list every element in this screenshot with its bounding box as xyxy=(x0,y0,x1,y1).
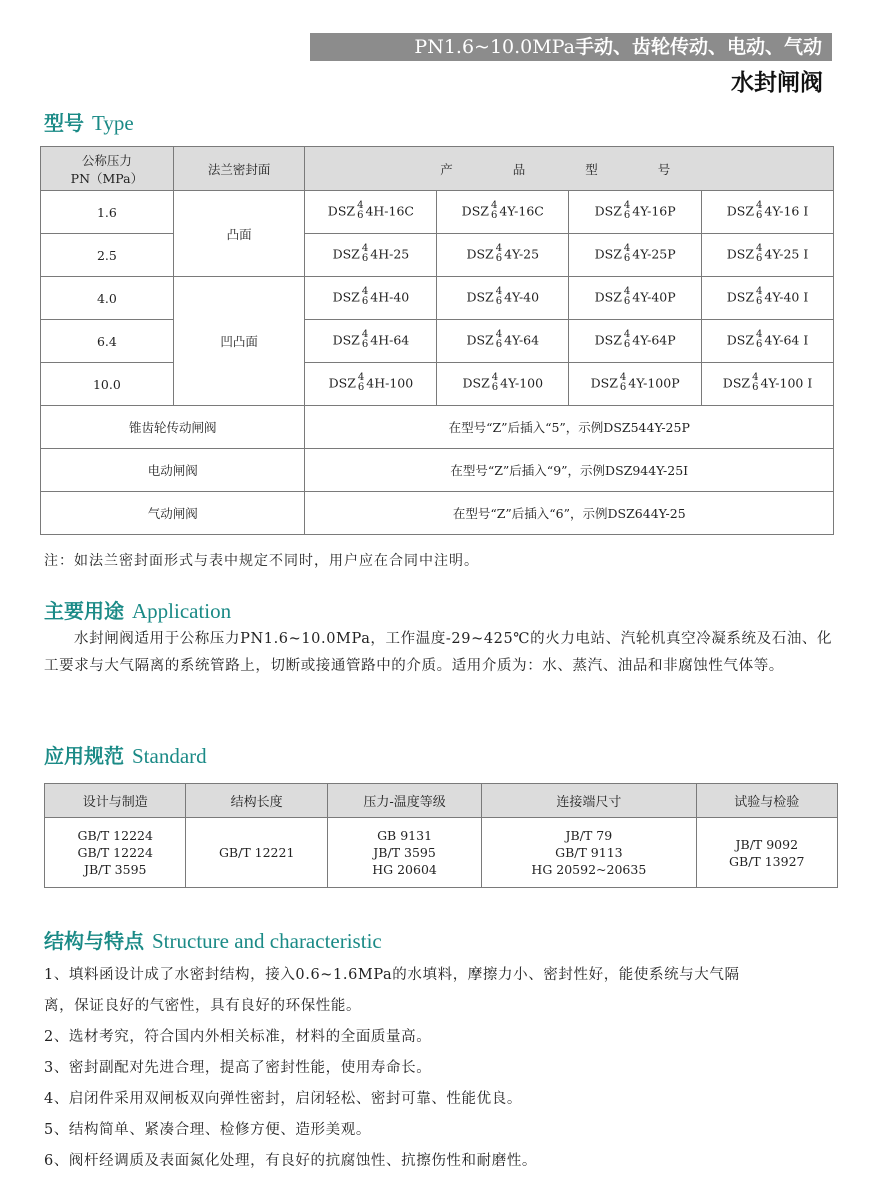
standard-header-cell: 结构长度 xyxy=(186,784,327,818)
standard-code: JB/T 79 xyxy=(565,828,613,843)
fraction-top: 4 xyxy=(623,286,631,297)
model-prefix: DSZ xyxy=(722,375,751,391)
model-cell xyxy=(702,320,834,363)
pn-cell: 4.0 xyxy=(41,277,174,320)
type-table xyxy=(40,146,834,535)
fraction-bottom: 6 xyxy=(495,253,503,264)
feature-line: 6、阀杆经调质及表面氮化处理，有良好的抗腐蚀性、抗擦伤性和耐磨性。 xyxy=(44,1153,538,1169)
model-suffix: 4H-100 xyxy=(366,375,414,391)
model-cell xyxy=(702,277,834,320)
type-title-zh: 型号 xyxy=(44,111,84,135)
model-suffix: 4H-40 xyxy=(370,289,410,305)
model-cell xyxy=(569,191,702,234)
fraction-top: 4 xyxy=(756,286,763,297)
model-cell xyxy=(437,320,569,363)
type-row xyxy=(41,363,834,406)
fraction-top: 4 xyxy=(490,200,498,211)
model-cell xyxy=(569,234,702,277)
model-suffix: 4H-64 xyxy=(370,332,410,348)
fraction-bottom: 6 xyxy=(623,210,631,221)
model-cell xyxy=(437,277,569,320)
fraction-top: 4 xyxy=(495,243,503,254)
drive-text: 在型号“Z”后插入“9”，示例DSZ944Y-25I xyxy=(305,449,834,492)
model-prefix: DSZ xyxy=(461,203,489,219)
standard-body-row xyxy=(45,818,838,888)
type-note: 注：如法兰密封面形式与表中规定不同时，用户应在合同中注明。 xyxy=(44,553,479,569)
model-suffix: 4Y-16P xyxy=(632,203,676,219)
model-cell xyxy=(702,234,834,277)
type-row xyxy=(41,191,834,234)
model-fraction xyxy=(620,373,626,393)
model-suffix: 4Y-25P xyxy=(632,246,676,262)
model-suffix: 4Y-16 I xyxy=(764,203,809,219)
standard-title-zh: 应用规范 xyxy=(44,744,124,768)
drive-row xyxy=(41,449,834,492)
fraction-bottom: 6 xyxy=(756,296,763,307)
model-cell xyxy=(702,363,834,406)
model-header: 产 品 型 号 xyxy=(305,147,834,191)
fraction-top: 4 xyxy=(357,372,365,383)
standard-code: GB/T 12221 xyxy=(218,845,295,860)
fraction-top: 4 xyxy=(491,372,499,383)
standard-header-cell: 试验与检验 xyxy=(696,784,837,818)
fraction-bottom: 6 xyxy=(623,253,631,264)
drive-row xyxy=(41,406,834,449)
model-cell xyxy=(305,191,437,234)
feature-line: 离，保证良好的气密性，具有良好的环保性能。 xyxy=(44,998,362,1014)
model-prefix: DSZ xyxy=(332,246,360,262)
feature-line: 4、启闭件采用双闸板双向弹性密封，启闭轻松、密封可靠、性能优良。 xyxy=(44,1091,522,1107)
fraction-top: 4 xyxy=(361,329,369,340)
model-prefix: DSZ xyxy=(594,332,622,348)
standard-code: JB/T 3595 xyxy=(373,845,436,860)
fraction-bottom: 6 xyxy=(361,253,369,264)
model-fraction xyxy=(357,201,363,221)
model-fraction xyxy=(752,373,758,393)
drive-label: 气动闸阀 xyxy=(41,492,305,535)
model-cell xyxy=(437,191,569,234)
model-fraction xyxy=(756,287,762,307)
model-suffix: 4Y-40 xyxy=(504,289,540,305)
flange-header: 法兰密封面 xyxy=(173,147,305,191)
drive-label: 锥齿轮传动闸阀 xyxy=(41,406,305,449)
pn-cell: 1.6 xyxy=(41,191,174,234)
model-prefix: DSZ xyxy=(590,375,618,391)
model-fraction xyxy=(496,244,502,264)
fraction-top: 4 xyxy=(361,286,369,297)
fraction-top: 4 xyxy=(495,329,503,340)
model-fraction xyxy=(756,244,762,264)
fraction-top: 4 xyxy=(623,200,631,211)
model-prefix: DSZ xyxy=(726,203,755,219)
fraction-bottom: 6 xyxy=(619,382,627,393)
model-fraction xyxy=(362,287,368,307)
model-suffix: 4Y-64P xyxy=(632,332,676,348)
feature-line: 2、选材考究，符合国内外相关标准，材料的全面质量高。 xyxy=(44,1029,432,1045)
model-suffix: 4Y-100P xyxy=(628,375,680,391)
fraction-bottom: 6 xyxy=(623,339,631,350)
model-suffix: 4Y-100 xyxy=(500,375,544,391)
model-cell xyxy=(569,320,702,363)
model-fraction xyxy=(496,330,502,350)
application-title-zh: 主要用途 xyxy=(44,599,124,623)
fraction-top: 4 xyxy=(752,372,759,383)
model-fraction xyxy=(491,201,497,221)
standard-code: GB/T 13927 xyxy=(729,853,805,869)
fraction-top: 4 xyxy=(361,243,369,254)
standard-code: JB/T 3595 xyxy=(83,862,147,877)
model-suffix: 4H-25 xyxy=(370,246,410,262)
model-fraction xyxy=(756,201,762,221)
pressure-header: 公称压力 PN（MPa） xyxy=(41,147,174,191)
fraction-bottom: 6 xyxy=(491,382,499,393)
feature-line: 3、密封副配对先进合理，提高了密封性能，使用寿命长。 xyxy=(44,1060,432,1076)
fraction-bottom: 6 xyxy=(756,210,763,221)
model-cell xyxy=(702,191,834,234)
drive-row xyxy=(41,492,834,535)
structure-title-en: Structure and characteristic xyxy=(152,929,382,953)
model-suffix: 4Y-100 I xyxy=(760,375,813,391)
model-prefix: DSZ xyxy=(327,203,356,219)
type-section-title xyxy=(44,110,134,138)
standard-title-en: Standard xyxy=(132,744,207,768)
standard-cell xyxy=(45,818,186,888)
model-suffix: 4Y-64 xyxy=(504,332,540,348)
fraction-top: 4 xyxy=(756,329,763,340)
model-cell xyxy=(305,320,437,363)
fraction-top: 4 xyxy=(623,329,631,340)
fraction-top: 4 xyxy=(756,200,763,211)
model-suffix: 4H-16C xyxy=(365,203,415,219)
application-section-title xyxy=(44,598,231,626)
model-prefix: DSZ xyxy=(594,246,622,262)
fraction-bottom: 6 xyxy=(495,339,503,350)
feature-line: 1、填料函设计成了水密封结构，接入0.6~1.6MPa的水填料，摩擦力小、密封性好，能使系统与大气隔 xyxy=(44,967,740,983)
standard-code: GB 9131 xyxy=(377,828,433,843)
model-suffix: 4Y-64 I xyxy=(764,332,809,348)
standard-header-cell: 设计与制造 xyxy=(45,784,186,818)
header-subtitle: 水封闸阀 xyxy=(731,70,823,96)
model-prefix: DSZ xyxy=(466,246,494,262)
structure-title-zh: 结构与特点 xyxy=(44,929,144,953)
standard-code: HG 20592~20635 xyxy=(531,862,647,877)
model-suffix: 4Y-40 I xyxy=(764,289,809,305)
fraction-bottom: 6 xyxy=(361,296,369,307)
model-fraction xyxy=(756,330,762,350)
model-prefix: DSZ xyxy=(466,289,494,305)
drive-text: 在型号“Z”后插入“6”，示例DSZ644Y-25 xyxy=(305,492,834,535)
pn-cell: 6.4 xyxy=(41,320,174,363)
standard-cell xyxy=(482,818,696,888)
header-title-prefix: PN1.6~10.0MPa xyxy=(414,36,575,58)
flange-cell: 凸面 xyxy=(173,191,305,277)
type-table-header-row xyxy=(41,147,834,191)
model-fraction xyxy=(624,287,630,307)
standard-code: GB/T 12224 xyxy=(77,828,153,843)
type-row xyxy=(41,277,834,320)
standard-table xyxy=(44,783,838,888)
standard-section-title xyxy=(44,743,207,771)
structure-section-title xyxy=(44,928,382,956)
model-fraction xyxy=(624,330,630,350)
fraction-top: 4 xyxy=(357,200,364,211)
model-cell xyxy=(437,363,569,406)
type-row xyxy=(41,234,834,277)
standard-cell xyxy=(696,818,837,888)
drive-text: 在型号“Z”后插入“5”，示例DSZ544Y-25P xyxy=(305,406,834,449)
model-cell xyxy=(305,277,437,320)
header-bar xyxy=(310,33,832,61)
model-prefix: DSZ xyxy=(726,289,755,305)
model-prefix: DSZ xyxy=(328,375,356,391)
fraction-bottom: 6 xyxy=(623,296,631,307)
model-prefix: DSZ xyxy=(594,203,622,219)
model-cell xyxy=(569,277,702,320)
model-fraction xyxy=(362,330,368,350)
model-fraction xyxy=(496,287,502,307)
model-fraction xyxy=(624,244,630,264)
fraction-bottom: 6 xyxy=(756,253,763,264)
fraction-top: 4 xyxy=(756,243,763,254)
model-prefix: DSZ xyxy=(594,289,622,305)
model-fraction xyxy=(492,373,498,393)
standard-cell xyxy=(327,818,481,888)
header-title-rest: 手动、齿轮传动、电动、气动 xyxy=(574,36,822,58)
model-cell xyxy=(569,363,702,406)
model-cell xyxy=(437,234,569,277)
model-prefix: DSZ xyxy=(332,289,360,305)
fraction-bottom: 6 xyxy=(756,339,763,350)
model-suffix: 4Y-25 xyxy=(504,246,540,262)
fraction-bottom: 6 xyxy=(495,296,503,307)
application-text: 水封闸阀适用于公称压力PN1.6~10.0MPa，工作温度-29~425℃的火力电站、汽轮机真空冷凝系统及石油、化工要求与大气隔离的系统管路上，切断或接通管路中的介质。适用介质为：水、蒸汽、油品和非腐蚀性气体等。 xyxy=(44,631,833,674)
feature-line: 5、结构简单、紧凑合理、检修方便、造形美观。 xyxy=(44,1122,371,1138)
model-fraction xyxy=(358,373,364,393)
model-prefix: DSZ xyxy=(462,375,490,391)
standard-header-row xyxy=(45,784,838,818)
model-cell xyxy=(305,234,437,277)
fraction-top: 4 xyxy=(619,372,627,383)
fraction-top: 4 xyxy=(623,243,631,254)
standard-code: GB/T 12224 xyxy=(77,845,153,860)
model-prefix: DSZ xyxy=(466,332,494,348)
standard-header-cell: 连接端尺寸 xyxy=(482,784,696,818)
standard-cell xyxy=(186,818,327,888)
fraction-top: 4 xyxy=(495,286,503,297)
type-row xyxy=(41,320,834,363)
type-title-en: Type xyxy=(92,111,134,135)
standard-code: GB/T 9113 xyxy=(555,845,623,860)
model-suffix: 4Y-40P xyxy=(632,289,676,305)
model-cell xyxy=(305,363,437,406)
model-prefix: DSZ xyxy=(726,246,755,262)
model-fraction xyxy=(362,244,368,264)
model-fraction xyxy=(624,201,630,221)
standard-header-cell: 压力-温度等级 xyxy=(327,784,481,818)
flange-cell: 凹凸面 xyxy=(173,277,305,406)
model-suffix: 4Y-25 I xyxy=(764,246,809,262)
model-prefix: DSZ xyxy=(332,332,360,348)
standard-code: HG 20604 xyxy=(372,862,437,877)
pn-cell: 10.0 xyxy=(41,363,174,406)
application-title-en: Application xyxy=(132,599,232,623)
fraction-bottom: 6 xyxy=(361,339,369,350)
model-prefix: DSZ xyxy=(726,332,755,348)
fraction-bottom: 6 xyxy=(357,210,364,221)
pn-cell: 2.5 xyxy=(41,234,174,277)
drive-label: 电动闸阀 xyxy=(41,449,305,492)
fraction-bottom: 6 xyxy=(752,382,759,393)
standard-code: JB/T 9092 xyxy=(735,836,799,852)
fraction-bottom: 6 xyxy=(357,382,365,393)
model-suffix: 4Y-16C xyxy=(499,203,544,219)
fraction-bottom: 6 xyxy=(490,210,498,221)
